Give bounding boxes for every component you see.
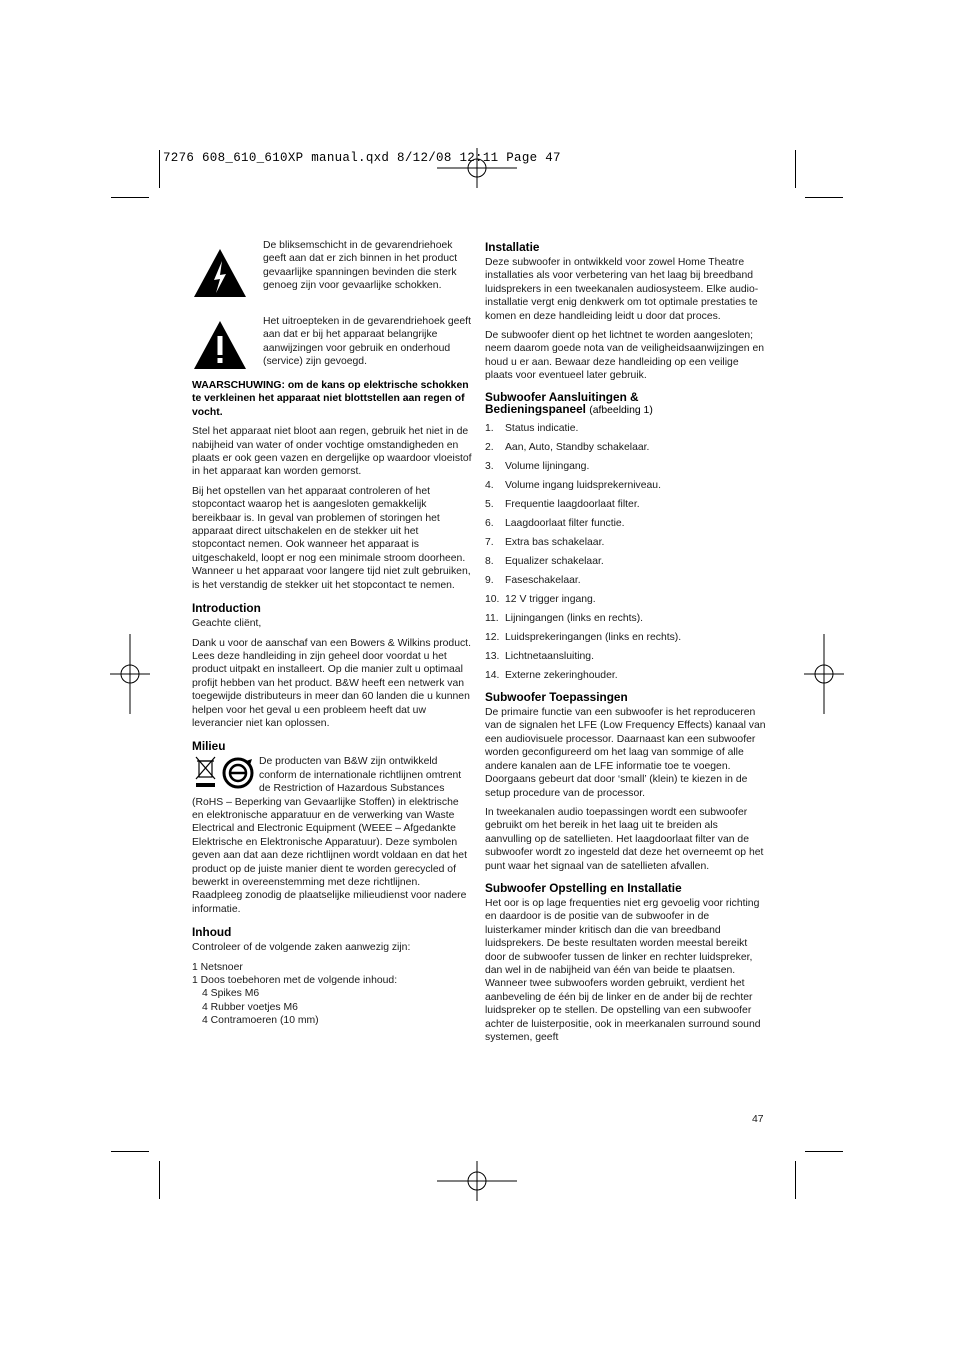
opstelling-paragraph-1: Het oor is op lage frequenties niet erg gevoelig voor richting en daardoor is de positie van de subwoofer in de luisterkamer minder kritisch dan die van breedband luidsprekers. De beste resultaten worden meestal bereikt door de subwoofer tussen de linker en rechter luidspreker, dan wel in de nabijheid van één van beide te plaatsen. Wanneer twee subwoofers worden gebruikt, verdient het aanbeveling de één bij de linker en de ander bij de rechter luidspreker op te stellen. De opstelling van een subwoofer achter de luisterpositie, ook in meerkanalen surround sound systemen, geeft	[485, 897, 761, 1043]
list-item: 6. Laagdoorlaat filter functie.	[485, 517, 625, 529]
lightning-triangle-icon	[192, 247, 248, 299]
list-item: 7. Extra bas schakelaar.	[485, 536, 605, 548]
recycling-symbols	[192, 755, 259, 791]
opstelling-heading: Subwoofer Opstelling en Installatie	[485, 880, 682, 895]
crop-mark-br-v	[795, 1161, 796, 1199]
toepassingen-paragraph-2: In tweekanalen audio toepassingen wordt een subwoofer gebruikt om het bereik in het laag uit te breiden als aanvulling op de satellieten. Het laagdoorlaat filter van de subwoofer wordt zo ingesteld dat deze het overneemt op het punt waar het signaal van de satellieten afvallen.	[485, 806, 764, 872]
crop-mark-bl-v	[159, 1161, 160, 1199]
inhoud-subitem: 4 Spikes M6	[202, 988, 260, 1000]
introduction-body: Dank u voor de aanschaf van een Bowers & Wilkins product. Lees deze handleiding in zijn geheel door voordat u het product uitpakt en installeert. Op die manier zult u optimaal profijt hebben van het product. B&W heeft een netwerk van toegewijde distributeurs in meer dan 60 landen die u kunnen helpen voor het geval u een probleem heeft dat uw leverancier niet kan oplossen.	[192, 637, 471, 729]
introduction-greeting: Geachte cliënt,	[192, 618, 262, 630]
print-slug-header: 7276 608_610_610XP manual.qxd 8/12/08 12:11 Page 47	[163, 151, 561, 165]
inhoud-item: 1 Netsnoer	[192, 961, 243, 973]
inhoud-list	[192, 961, 472, 1028]
crop-mark-tr-v	[795, 150, 796, 188]
crop-mark-tl-v	[159, 150, 160, 188]
milieu-heading: Milieu	[192, 739, 226, 754]
list-item: 3. Volume lijningang.	[485, 460, 590, 472]
inhoud-item: 1 Doos toebehoren met de volgende inhoud:	[192, 975, 398, 987]
crop-mark-tl-h	[111, 197, 149, 198]
moisture-paragraph: Stel het apparaat niet bloot aan regen, gebruik het niet in de nabijheid van water of onder vochtige omstandigheden en plaats er ook geen vazen en dergelijke op waardoor vloeistof in het apparaat kan worden gemorst.	[192, 426, 472, 478]
list-item: 4. Volume ingang luidsprekerniveau.	[485, 479, 661, 491]
registration-mark-right	[804, 634, 844, 714]
introduction-heading: Introduction	[192, 601, 261, 616]
left-column	[192, 239, 472, 1028]
list-item: 12. Luidsprekeringangen (links en rechts).	[485, 631, 682, 643]
exclamation-warning-block	[192, 315, 472, 373]
exclamation-warning-text: Het uitroepteken in de gevarendriehoek geeft aan dat er bij het apparaat belangrijke aanwijzingen voor gebruik en onderhoud (service) zijn gevoegd.	[263, 316, 471, 368]
registration-mark-left	[110, 634, 150, 714]
list-item: 2. Aan, Auto, Standby schakelaar.	[485, 441, 650, 453]
milieu-block	[192, 755, 472, 916]
lightning-warning-text: De bliksemschicht in de gevarendriehoek geeft aan dat er zich binnen in het product gevaarlijke spanningen bevinden die sterk genoeg zijn voor gevaarlijke schokken.	[263, 240, 458, 292]
installatie-paragraph-2: De subwoofer dient op het lichtnet te worden aangesloten; neem daarom goede nota van de veiligheidsaanwijzingen en houd u er aan. Bewaar deze handleiding op een veilige plaats voor eventueel later gebruik.	[485, 330, 765, 382]
connections-heading	[485, 391, 767, 417]
crop-mark-br-h	[805, 1151, 843, 1152]
milieu-body: De producten van B&W zijn ontwikkeld conform de internationale richtlijnen omtrent de Restriction of Hazardous Substances (RoHS – Beperking van Gevaarlijke Stoffen) in elektrische en elektronische apparatuur en de verwerking van Waste Electrical and Electronic Equipment (WEEE – Afgedankte Elektrische en Elektronische Apparatuur). Deze symbolen geven aan dat aan deze richtlijnen wordt voldaan en dat het product op de juiste manier dient te worden gerecycled of bewerkt in overeenstemming met deze richtlijnen. Raadpleeg zonodig de plaatselijke milieudienst voor nadere informatie.	[192, 756, 467, 915]
crop-mark-tr-h	[805, 197, 843, 198]
installatie-paragraph-1: Deze subwoofer in ontwikkeld voor zowel Home Theatre installaties als voor verbetering van het laag bij breedband luidsprekers in een tweekanalen audiosysteem. Elke audio-installatie vergt enig denkwerk om tot optimale prestaties te komen en deze handleiding leidt u door dat proces.	[485, 257, 759, 322]
installatie-heading: Installatie	[485, 240, 540, 254]
inhoud-intro: Controleer of de volgende zaken aanwezig zijn:	[192, 942, 411, 954]
registration-mark-bottom	[437, 1161, 517, 1201]
list-item: 11. Lijningangen (links en rechts).	[485, 612, 644, 624]
rohs-symbol-icon	[222, 757, 254, 789]
inhoud-subitem: 4 Contramoeren (10 mm)	[202, 1015, 319, 1027]
connections-heading-line-1: Subwoofer Aansluitingen &	[485, 389, 639, 404]
list-item: 1. Status indicatie.	[485, 422, 579, 434]
connections-figure-ref: (afbeelding 1)	[589, 404, 653, 416]
power-outlet-paragraph: Bij het opstellen van het apparaat controleren of het stopcontact waarop het is aangesloten gemakkelijk bereikbaar is. In geval van problemen of storingen het apparaat direct uitschakelen en de stekker uit het stopcontact nemen. Ook wanneer het apparaat is uitgeschakeld, loopt er nog een minimale stroom doorheen. Wanneer u het apparaat voor langere tijd niet zult gebruiken, is het verstandig de stekker uit het stopcontact te nemen.	[192, 485, 471, 591]
connections-list	[485, 422, 767, 682]
right-column	[485, 240, 767, 1050]
list-item: 9. Faseschakelaar.	[485, 574, 581, 586]
weee-bin-icon	[194, 755, 218, 789]
lightning-warning-block	[192, 239, 472, 309]
page-number: 47	[752, 1114, 764, 1125]
connections-heading-line-2: Bedieningspaneel	[485, 401, 586, 416]
list-item: 14. Externe zekeringhouder.	[485, 669, 618, 681]
inhoud-heading: Inhoud	[192, 925, 232, 940]
toepassingen-paragraph-1: De primaire functie van een subwoofer is het reproduceren van de signalen het LFE (Low Frequency Effects) kanaal van een audiovisuele processor. Daarnaast kan een subwoofer worden geconfigureerd om het laag van sommige of alle andere kanalen aan de LFE informatie toe te voegen. Doorgaans gebeurt dat door ‘small’ (klein) te kiezen in de setup procedure van de processor.	[485, 707, 766, 799]
toepassingen-heading: Subwoofer Toepassingen	[485, 690, 628, 705]
list-item: 13. Lichtnetaansluiting.	[485, 650, 594, 662]
warning-statement: WAARSCHUWING: om de kans op elektrische schokken te verkleinen het apparaat niet blottstellen aan regen of vocht.	[192, 380, 469, 418]
list-item: 10. 12 V trigger ingang.	[485, 593, 596, 605]
exclamation-triangle-icon	[192, 319, 248, 371]
inhoud-subitem: 4 Rubber voetjes M6	[202, 1001, 298, 1013]
list-item: 5. Frequentie laagdoorlaat filter.	[485, 498, 640, 510]
list-item: 8. Equalizer schakelaar.	[485, 555, 604, 567]
crop-mark-bl-h	[111, 1151, 149, 1152]
